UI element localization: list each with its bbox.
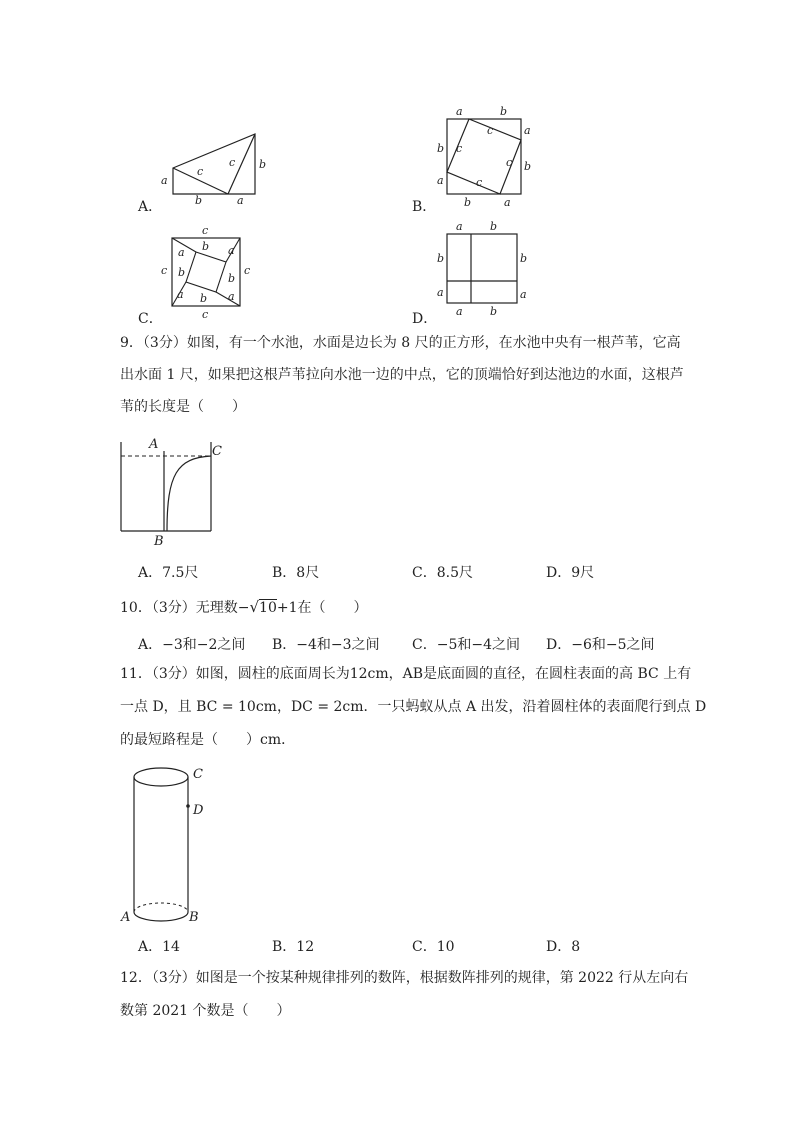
cylinder-figure [116,760,216,930]
pond-figure [112,434,232,549]
label-b: b [500,105,508,118]
q9-option-b[interactable]: B．8尺 [272,565,320,581]
label-c: c [202,308,209,321]
label-a: a [504,196,511,209]
label-b: b [178,266,186,279]
q9-line1: 9．（3分）如图，有一个水池，水面是边长为 8 尺的正方形，在水池中央有一根芦苇，它高 [120,335,681,351]
q11-option-d[interactable]: D．8 [546,939,581,955]
q10-radicand: 10 [259,600,277,616]
label-b: b [490,220,498,233]
figure-a-trapezoid [155,128,275,206]
label-a: a [178,246,185,259]
label-b: b [520,252,528,265]
label-b: b [259,158,267,171]
label-c: c [244,264,251,277]
label-a: a [456,220,463,233]
q9-line3: 苇的长度是（ ） [120,399,246,415]
q11-option-a[interactable]: A．14 [138,939,180,955]
label-b: b [464,196,472,209]
q10-minus: − [237,600,250,616]
option-b-label[interactable]: B． [412,199,437,215]
label-a: a [161,174,168,187]
q11-line1: 11．（3分）如图，圆柱的底面周长为12cm，AB是底面圆的直径，在圆柱表面的高 BC 上有 [120,666,692,682]
label-b: b [202,240,210,253]
figure-d-square [434,220,534,320]
q11-option-b[interactable]: B．12 [272,939,315,955]
option-c-label[interactable]: C． [138,311,163,327]
label-a: a [228,244,235,257]
q12-line1: 12．（3分）如图是一个按某种规律排列的数阵，根据数阵排列的规律，第 2022 行从左向右 [120,970,689,986]
label-c: c [161,264,168,277]
label-D: D [193,803,204,818]
q9-option-d[interactable]: D．9尺 [546,565,595,581]
q10-option-c[interactable]: C．−5和−4之间 [412,637,520,653]
label-C: C [212,444,222,459]
label-c: c [197,165,204,178]
label-b: b [490,305,498,318]
label-c: c [229,156,236,169]
q10-stem [120,596,368,619]
label-A: A [121,910,131,925]
label-a: a [456,105,463,118]
label-B: B [189,910,199,925]
label-b: b [437,252,445,265]
label-c: c [456,142,463,155]
label-b: b [524,160,532,173]
q9-option-a[interactable]: A．7.5尺 [138,565,199,581]
q11-option-c[interactable]: C．10 [412,939,455,955]
q10-option-d[interactable]: D．−6和−5之间 [546,637,655,653]
figure-b-square [432,102,542,210]
label-c: c [487,124,494,137]
option-d-label[interactable]: D． [412,311,438,327]
label-c: c [202,224,209,237]
label-a: a [437,174,444,187]
label-C: C [193,767,203,782]
label-a: a [520,288,527,301]
q11-line3: 的最短路程是（ ）cm． [120,732,296,748]
label-a: a [177,288,184,301]
option-a-label[interactable]: A． [138,199,163,215]
label-b: b [195,194,203,206]
label-a: a [228,290,235,303]
sqrt-sign: √ [249,598,260,616]
label-b: b [200,292,208,305]
q9-line2: 出水面 1 尺，如果把这根芦苇拉向水池一边的中点，它的顶端恰好到达池边的水面，这根芦 [120,367,684,383]
label-a: a [524,124,531,137]
label-a: a [437,286,444,299]
label-a: a [456,305,463,318]
q10-suffix: +1在（ ） [276,600,368,616]
label-b: b [437,142,445,155]
figure-c-square [158,222,258,322]
label-c: c [506,156,513,169]
q10-option-a[interactable]: A．−3和−2之间 [138,637,246,653]
q10-prefix: 10．（3分）无理数 [120,600,238,616]
label-A: A [149,437,159,452]
q12-line2: 数第 2021 个数是（ ） [120,1003,291,1019]
label-b: b [228,272,236,285]
label-a: a [237,194,244,206]
q11-line2: 一点 D，且 BC = 10cm，DC = 2cm．一只蚂蚁从点 A 出发，沿着圆柱体的表面爬行到点 D [120,699,707,715]
label-c: c [476,176,483,189]
q9-option-c[interactable]: C．8.5尺 [412,565,473,581]
label-B: B [154,534,164,549]
q10-option-b[interactable]: B．−4和−3之间 [272,637,380,653]
